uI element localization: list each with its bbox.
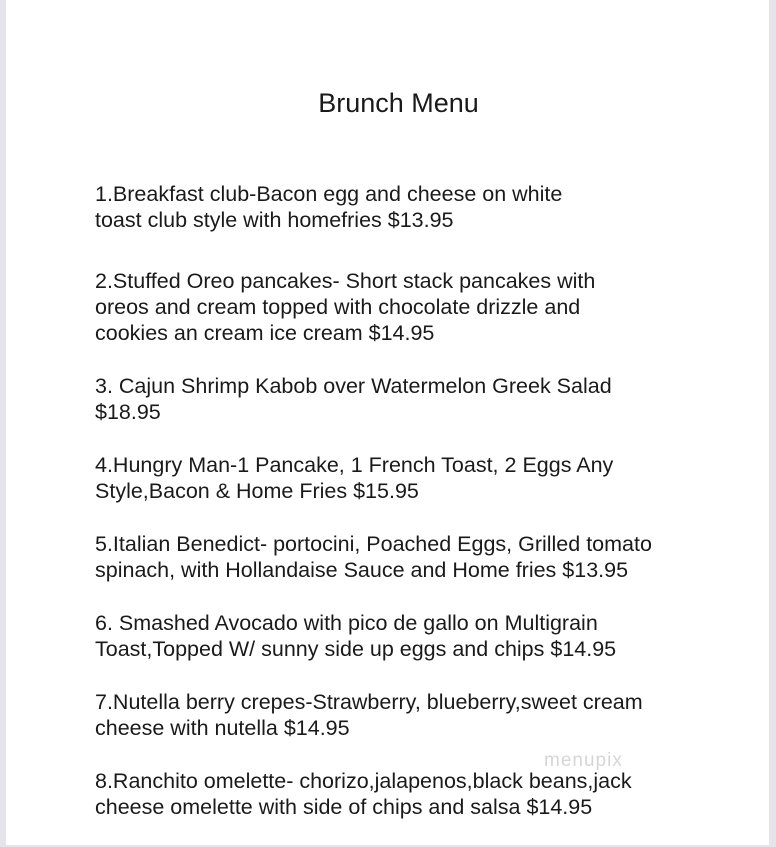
svg-text:menupix: menupix xyxy=(544,750,623,771)
menu-item-line: cookies an cream ice cream $14.95 xyxy=(95,321,435,345)
menu-item-line: 1.Breakfast club-Bacon egg and cheese on white xyxy=(95,182,563,206)
menu-item-line: 4.Hungry Man-1 Pancake, 1 French Toast, 2 Eggs Any xyxy=(95,453,614,477)
menu-item-line: toast club style with homefries $13.95 xyxy=(95,208,454,232)
menu-item xyxy=(95,531,652,583)
menu-item-line: Toast,Topped W/ sunny side up eggs and chips $14.95 xyxy=(95,637,617,661)
menu-item-line: 3. Cajun Shrimp Kabob over Watermelon Greek Salad xyxy=(95,374,612,398)
menu-item-line: 5.Italian Benedict- portocini, Poached Eggs, Grilled tomato xyxy=(95,532,652,556)
menu-item-line: 6. Smashed Avocado with pico de gallo on Multigrain xyxy=(95,611,598,635)
menu-item-line: Style,Bacon & Home Fries $15.95 xyxy=(95,479,419,503)
menu-item-line: spinach, with Hollandaise Sauce and Home fries $13.95 xyxy=(95,558,629,582)
menu-page xyxy=(6,0,769,845)
menu-item xyxy=(95,373,652,425)
menupix-watermark-icon xyxy=(544,748,664,772)
menu-item xyxy=(95,610,652,662)
page-title: Brunch Menu xyxy=(318,88,479,118)
menu-item-line: 7.Nutella berry crepes-Strawberry, blueberry,sweet cream xyxy=(95,690,643,714)
menu-item-line: 8.Ranchito omelette- chorizo,jalapenos,black beans,jack xyxy=(95,769,632,793)
menu-item-line: 2.Stuffed Oreo pancakes- Short stack pancakes with xyxy=(95,269,596,293)
menu-item-line: $18.95 xyxy=(95,400,161,424)
menu-item xyxy=(95,452,652,504)
menu-item xyxy=(95,689,652,741)
menu-item xyxy=(95,181,652,233)
menu-item-line: cheese with nutella $14.95 xyxy=(95,716,350,740)
menu-item-line: oreos and cream topped with chocolate drizzle and xyxy=(95,295,581,319)
menu-item xyxy=(95,268,652,346)
watermark-logo xyxy=(544,748,664,778)
menu-item-line: cheese omelette with side of chips and salsa $14.95 xyxy=(95,795,593,819)
